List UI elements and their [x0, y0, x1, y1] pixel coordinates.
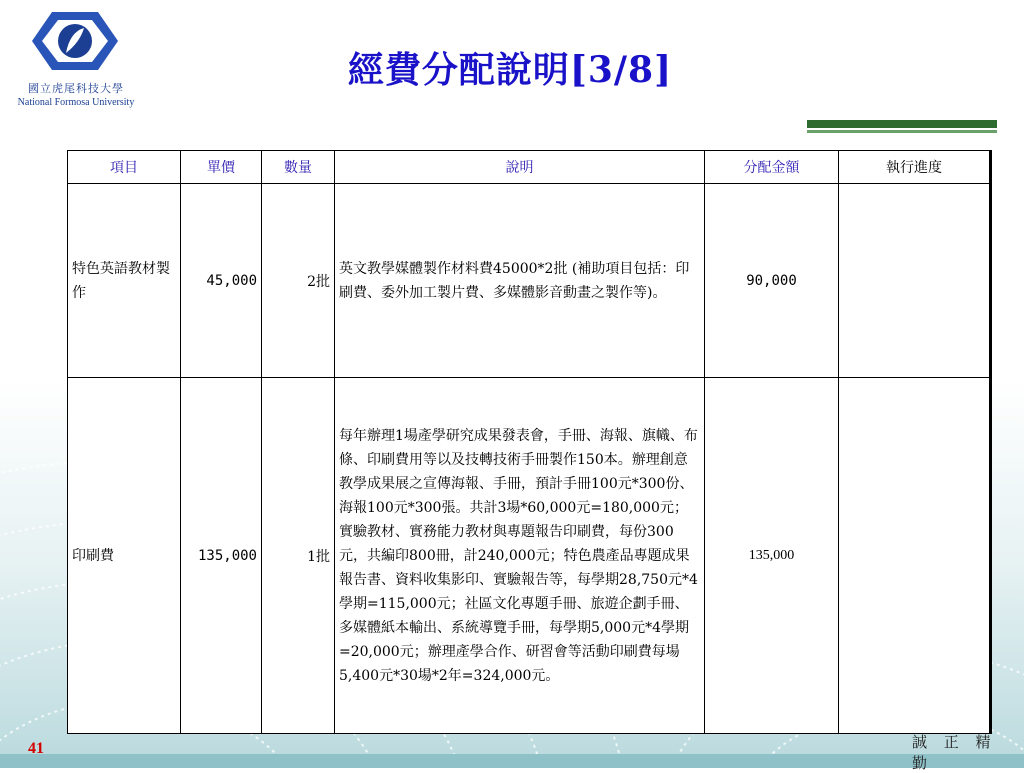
slide-number: 41 — [28, 740, 44, 757]
cell-description: 每年辦理1場產學研究成果發表會，手冊、海報、旗幟、布條、印刷費用等以及技轉技術手冊製作150本。辦理創意教學成果展之宣傳海報、手冊，預計手冊100元*300份、海報100元*300張。共計3場*60,000元=180,000元；實驗教材、實務能力教材與專題報告印刷費，每份300元，共編印800冊，計240,000元；特色農產品專題成果報告書、資料收集影印、實驗報告等，每學期28,750元*4學期=115,000元；社區文化專題手冊、旅遊企劃手冊、多媒體紙本輸出、系統導覽手冊，每學期5,000元*4學期=20,000元；辦理產學合作、研習會等活動印刷費每場5,400元*30場*2年=324,000元。 — [335, 378, 705, 734]
table-row — [68, 378, 991, 734]
university-name-en: National Formosa University — [17, 97, 135, 108]
table-header-row — [68, 151, 991, 184]
col-header-unit-price: 單價 — [181, 151, 262, 184]
cell-quantity: 2批 — [262, 184, 335, 378]
title-divider — [807, 120, 997, 128]
cell-quantity: 1批 — [262, 378, 335, 734]
university-name-cn: 國立虎尾科技大學 — [28, 82, 124, 95]
cell-allocated-amount: 135,000 — [705, 378, 839, 734]
cell-item: 特色英語教材製作 — [68, 184, 181, 378]
col-header-description: 說明 — [335, 151, 705, 184]
cell-unit-price: 135,000 — [181, 378, 262, 734]
footer-bar — [0, 754, 1024, 768]
university-motto: 誠 正 精 勤 — [912, 733, 997, 772]
cell-description: 英文教學媒體製作材料費45000*2批 (補助項目包括：印刷費、委外加工製片費、多媒體影音動畫之製作等)。 — [335, 184, 705, 378]
cell-progress — [839, 378, 991, 734]
cell-unit-price: 45,000 — [181, 184, 262, 378]
budget-table — [67, 150, 992, 734]
col-header-progress: 執行進度 — [839, 151, 991, 184]
col-header-item: 項目 — [68, 151, 181, 184]
cell-allocated-amount: 90,000 — [705, 184, 839, 378]
university-logo — [30, 10, 120, 72]
col-header-allocated-amount: 分配金額 — [705, 151, 839, 184]
cell-progress — [839, 184, 991, 378]
cell-item: 印刷費 — [68, 378, 181, 734]
page-title: 經費分配說明[3/8] — [347, 49, 673, 91]
table-row — [68, 184, 991, 378]
col-header-quantity: 數量 — [262, 151, 335, 184]
